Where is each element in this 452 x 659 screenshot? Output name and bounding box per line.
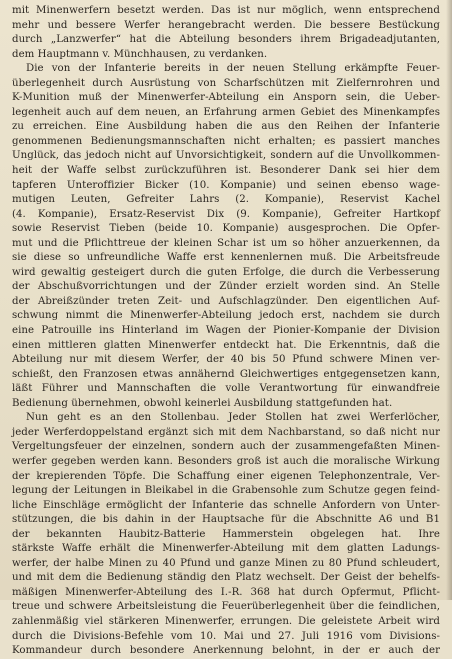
text-line: wird gewaltig gesteigert durch die guten Erfolge, die durch die Verbesserung (12, 266, 440, 278)
text-line: mut und die Pflichttreue der kleinen Schar ist um so höher anzuerkennen, da (12, 237, 440, 249)
text-line: durch „Lanzwerfer“ hat die Abteilung besonders ihrem Brigadeadjutanten, (12, 34, 440, 46)
text-line: Kommandeur durch besondere Anerkennung belohnt, in der er auch der (12, 645, 440, 657)
text-line: sie diese so unfreundliche Waffe erst kennenlernen muß. Die Arbeitsfreude (12, 252, 440, 264)
body-text (12, 4, 440, 659)
text-line: heit der Waffe selbst zurückzuführen ist. Besonderer Dank sei hier dem (12, 165, 440, 177)
text-line: tapferen Unteroffizier Bicker (10. Kompanie) und seinen ebenso wage- (12, 179, 440, 191)
text-line: Abteilung nur mit diesem Werfer, der 40 bis 50 Pfund schwere Minen ver- (12, 354, 440, 366)
text-line: treue und schwere Arbeitsleistung die Feuerüberlegenheit über die feindlichen, (12, 601, 440, 613)
text-line: der krepierenden Töpfe. Die Schaffung einer eigenen Telephonzentrale, Ver- (12, 470, 440, 482)
text-line: Die von der Infanterie bereits in der neuen Stellung erkämpfte Feuer- (26, 63, 440, 75)
text-line: schwung nimmt die Minenwerfer-Abteilung jedoch erst, nachdem sie durch (12, 310, 440, 322)
text-line: durch die Divisions-Befehle vom 10. Mai und 27. Juli 1916 vom Divisions- (12, 630, 440, 642)
text-line: Bedienung übernehmen, obwohl keinerlei Ausbildung stattgefunden hat. (12, 397, 393, 409)
text-line: mehr und bessere Werfer herangebracht werden. Die bessere Bestückung (12, 19, 440, 31)
text-line: K-Munition muß der Minenwerfer-Abteilung ein Ansporn sein, die Ueber- (12, 92, 440, 104)
text-line: Nun geht es an den Stollenbau. Jeder Stollen hat zwei Werferlöcher, (26, 412, 440, 424)
text-line: mäßigen Minenwerfer-Abteilung des I.-R. 368 hat durch Opfermut, Pflicht- (12, 586, 440, 598)
text-line: schießt, den Franzosen etwas annähernd Gleichwertiges entgegensetzen kann, (12, 368, 440, 380)
text-line: legenheit auch auf dem neuen, an Erfahrung armen Gebiet des Minenkampfes (12, 106, 440, 118)
text-line: jeder Werferdoppelstand ergänzt sich mit dem Nachbarstand, so daß nicht nur (12, 426, 440, 438)
text-line: zahlenmäßig viel stärkeren Minenwerfer, errungen. Die geleistete Arbeit wird (12, 615, 440, 627)
text-line: der Abreißzünder treten Zeit- und Aufschlagzünder. Den eigentlichen Auf- (12, 295, 440, 307)
text-line: stärkste Waffe erhält die Minenwerfer-Abteilung mit dem glatten Ladungs- (12, 543, 440, 555)
text-line: und mit dem die Bedienung ständig den Platz wechselt. Der Geist der behelfs- (12, 572, 440, 584)
text-line: (4. Kompanie), Ersatz-Reservist Dix (9. Kompanie), Gefreiter Hartkopf (12, 208, 440, 220)
text-line: werfer gegeben werden kann. Besonders groß ist auch die moralische Wirkung (12, 455, 440, 467)
text-line: mit Minenwerfern besetzt werden. Das ist nur möglich, wenn entsprechend (12, 5, 440, 16)
text-line: werfer, der halbe Minen zu 40 Pfund und ganze Minen zu 80 Pfund schleudert, (12, 557, 440, 569)
text-line: der Abschußvorrichtungen und der Zünder erzielt worden sind. An Stelle (12, 281, 440, 293)
text-line: dem Hauptmann v. Münchhausen, zu verdanken. (12, 48, 268, 60)
text-line: Unglück, das jedoch nicht auf Unvorsichtigkeit, sondern auf die Unvollkommen- (12, 150, 440, 162)
text-line: legung der Leitungen in Bleikabel in die Grabensohle zum Schutze gegen feind- (12, 485, 440, 497)
text-line: stützungen, die bis dahin in der Hauptsache für die Abschnitte A6 und B1 (12, 514, 440, 526)
text-line: eine Patrouille ins Hinterland im Wagen der Pionier-Kompanie der Division (12, 325, 440, 337)
text-line: sowie Reservist Tieben (beide 10. Kompanie) ausgesprochen. Die Opfer- (12, 223, 440, 235)
text-line: der bekannten Haubitz-Batterie Hammerstein obgelegen hat. Ihre (12, 528, 440, 540)
text-line: liche Einschläge ermöglicht der Infanterie das schnelle Anfordern von Unter- (12, 499, 440, 511)
text-line: läßt Führer und Mannschaften die volle Verantwortung für einwandfreie (12, 383, 440, 395)
text-line: mutigen Leuten, Gefreiter Lahrs (2. Kompanie), Reservist Kachel (12, 194, 440, 206)
text-line: genommenen Bedienungsmannschaften nicht erhalten; es passiert manches (12, 135, 440, 147)
text-line: Vergeltungsfeuer der einzelnen, sondern auch der zusammengefaßten Minen- (12, 441, 440, 453)
text-line: zu erreichen. Eine Ausbildung haben die aus den Reihen der Infanterie (12, 121, 440, 133)
page-edge-shadow (446, 0, 452, 600)
text-line: überlegenheit durch Ausrüstung von Scharfschützen mit Zielfernrohren und (12, 77, 440, 89)
text-line: einen mittleren glatten Minenwerfer entdeckt hat. Die Erkenntnis, daß die (12, 339, 440, 351)
